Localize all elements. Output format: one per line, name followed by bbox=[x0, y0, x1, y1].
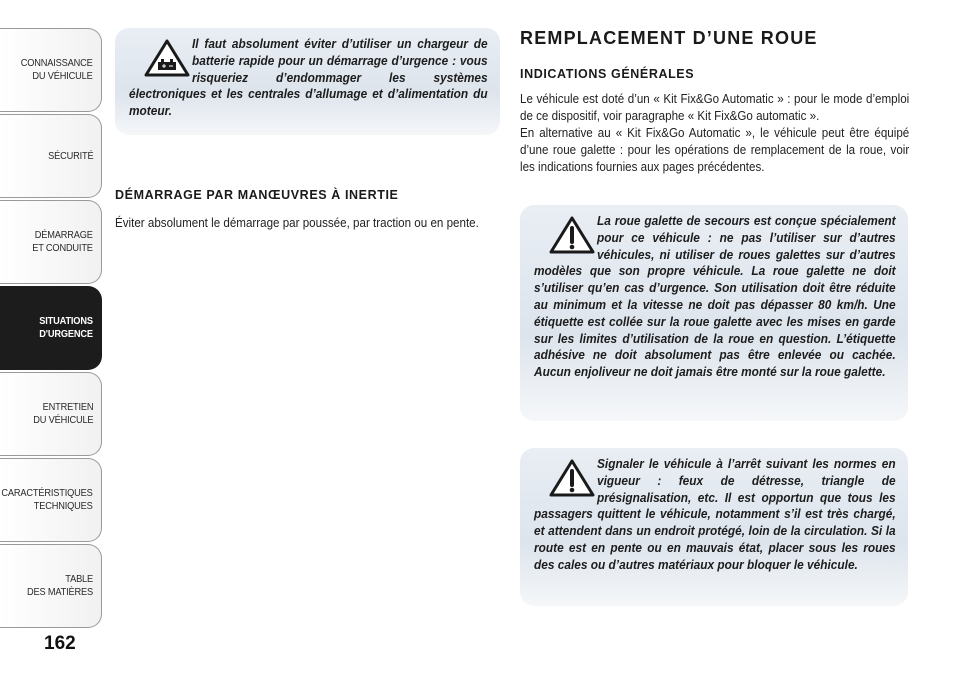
section-subtitle: INDICATIONS GÉNÉRALES bbox=[520, 67, 695, 81]
tab-caracteristiques[interactable] bbox=[0, 458, 102, 542]
warning-box-battery bbox=[115, 28, 500, 135]
section-heading: DÉMARRAGE PAR MANŒUVRES À INERTIE bbox=[115, 188, 399, 202]
left-column bbox=[115, 28, 500, 231]
page-number: 162 bbox=[44, 633, 76, 654]
tab-table-matieres[interactable] bbox=[0, 544, 102, 628]
tab-label: SÉCURITÉ bbox=[47, 149, 93, 162]
warning-box-signal-vehicle bbox=[520, 448, 908, 606]
tab-label: ENTRETIEN DU VÉHICULE bbox=[32, 401, 93, 426]
warning-text: La roue galette de secours est conçue spécialement pour ce véhicule : ne pas l’utiliser sur d’autres véhicules, ni utiliser de roues galettes sur d’autres modèles que son propre véhicule. La roue galette ne doit s’utiliser qu’en cas d’urgence. Son utilisation doit être réduite au minimum et la vitesse ne doit pas dépasser 80 km/h. Une étiquette est collée sur la roue galette avec les mises en garde sur les limites d’utilisation de la roue en question. L’étiquette adhésive ne doit absolument pas être enlevée ou cachée. Aucun enjoliveur ne doit jamais être monté sur la roue galette. bbox=[534, 213, 896, 380]
warning-text: Signaler le véhicule à l’arrêt suivant les normes en vigueur : feux de détresse, triangle de présignalisation, etc. Il est opportun que tous les passagers quittent le véhicule, notamment s’il est très chargé, et attendent dans un endroit protégé, loin de la circulation. Si la route est en pente ou en mauvais état, placer sous les roues des cales ou d’autres matériaux pour bloquer le véhicule. bbox=[534, 456, 896, 572]
page-title: REMPLACEMENT D’UNE ROUE bbox=[520, 28, 818, 48]
tab-situations-urgence[interactable] bbox=[0, 286, 102, 370]
warning-text: Il faut absolument éviter d’utiliser un chargeur de batterie rapide pour un démarrage d’urgence : vous risqueriez d’endommager les systèmes électroniques et les centrales d’allumage et d’alimentation du moteur. bbox=[129, 36, 488, 119]
tab-label: SITUATIONS D'URGENCE bbox=[39, 315, 93, 340]
right-column bbox=[520, 28, 908, 606]
tab-demarrage[interactable] bbox=[0, 200, 102, 284]
tab-label: DÉMARRAGE ET CONDUITE bbox=[32, 229, 93, 254]
tab-connaissance[interactable] bbox=[0, 28, 102, 112]
body-paragraph: En alternative au « Kit Fix&Go Automatic », le véhicule peut être équipé d’une roue galette : pour les opérations de remplacement de la roue, voir les indications fournies aux pages précédentes. bbox=[520, 125, 910, 174]
tab-label: CONNAISSANCE DU VÉHICULE bbox=[21, 57, 93, 82]
body-paragraph: Le véhicule est doté d’un « Kit Fix&Go Automatic » : pour le mode d’emploi de ce dispositif, voir paragraphe « Kit Fix&Go automatic ». bbox=[520, 91, 910, 123]
warning-box-spare-wheel bbox=[520, 205, 908, 421]
tab-securite[interactable] bbox=[0, 114, 102, 198]
tab-entretien[interactable] bbox=[0, 372, 102, 456]
tab-label: TABLE DES MATIÈRES bbox=[26, 573, 93, 598]
sidebar-tabs bbox=[0, 28, 102, 630]
tab-label: CARACTÉRISTIQUES TECHNIQUES bbox=[1, 487, 93, 512]
section-body: Éviter absolument le démarrage par poussée, par traction ou en pente. bbox=[115, 215, 479, 230]
